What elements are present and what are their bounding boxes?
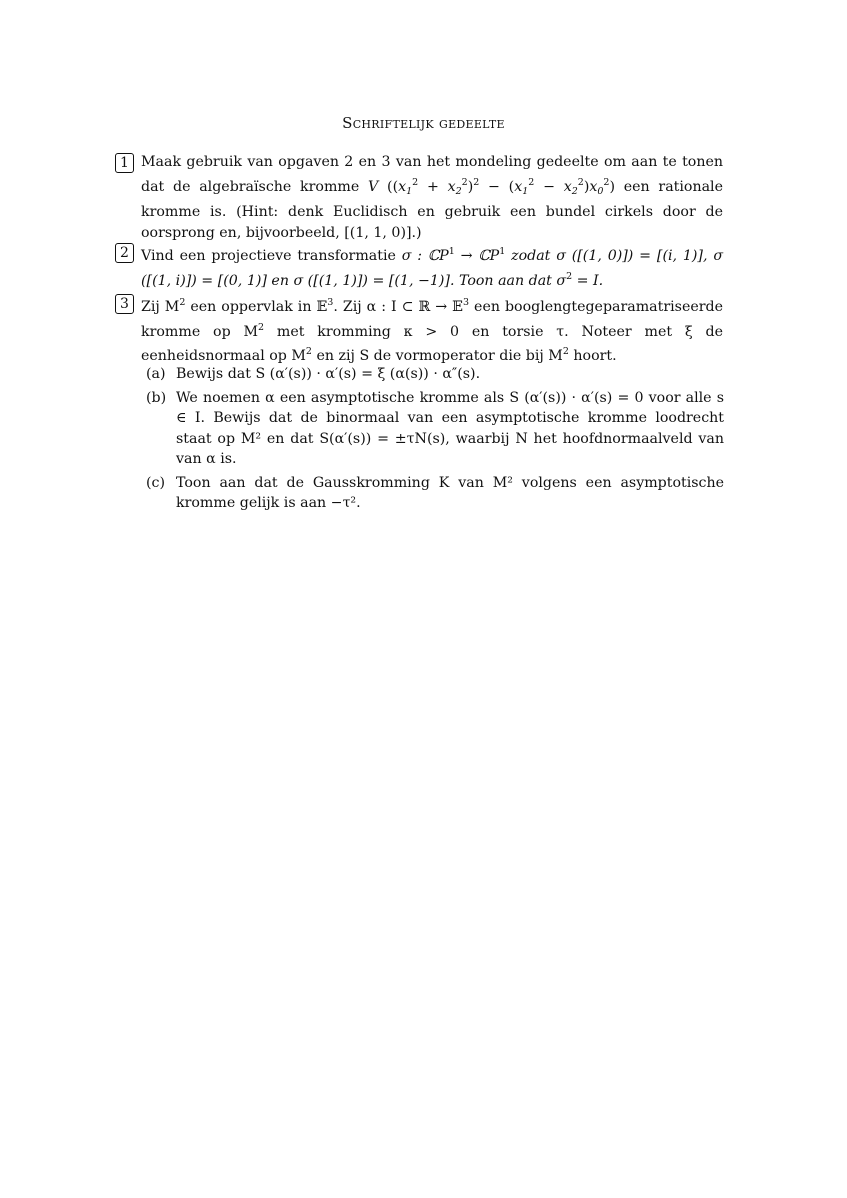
problem-3 xyxy=(115,293,723,367)
problem-number: 2 xyxy=(115,243,134,263)
subitem-text: We noemen α een asymptotische kromme als S (α′(s)) · α′(s) = 0 voor alle s ∈ I. Bewijs dat de binormaal van een asymptotische kromme loodrecht staat op M² en dat S(α′(s)) = ±τN(s), waarbij N het hoofdnormaalveld van van α is. xyxy=(176,389,724,467)
subitem-b xyxy=(146,388,724,470)
problem-2 xyxy=(115,242,723,291)
subitem-list xyxy=(146,364,724,517)
subitem-text: Bewijs dat S (α′(s)) · α′(s) = ξ (α(s)) · α″(s). xyxy=(176,366,481,382)
problem-text: Maak gebruik van opgaven 2 en 3 van het mondeling gedeelte om aan te tonen dat de algebraïsche kromme V $((x_1^2 + x_2^2)^2 - (x_1^2 - x_2^2)x_0^2)$ een rationale kromme is. (Hint: denk Euclidisch en gebruik een bundel cirkels door de oorsprong en, bijvoorbeeld, [(1, 1, 0)].) xyxy=(141,154,723,241)
curve-equation: $((x_1^2 + x_2^2)^2 - (x_1^2 - x_2^2)x_0^2)$ xyxy=(387,176,616,197)
subitem-a xyxy=(146,364,724,385)
subitem-label: (b) xyxy=(146,389,167,406)
problem-1 xyxy=(115,152,723,243)
problem-number: 1 xyxy=(115,153,134,173)
problem-text: Zij $M^2$ een oppervlak in 𝔼$^3$. Zij α : I ⊂ ℝ → 𝔼$^3$ een booglengtegeparamatriseerde kromme op $M^2$ met kromming κ > 0 en torsie τ. Noteer met ξ de eenheidsnormaal op $M^2$ en zij S de vormoperator die bij $M^2$ hoort. xyxy=(141,297,723,364)
subitem-label: (c) xyxy=(146,474,166,491)
subitem-label: (a) xyxy=(146,366,166,382)
problem-number: 3 xyxy=(115,294,134,314)
subitem-text: Toon aan dat de Gausskromming K van M² volgens een asymptotische kromme gelijk is aan −τ². xyxy=(176,474,724,511)
section-title: Schriftelijk gedeelte xyxy=(342,114,505,132)
subitem-c xyxy=(146,473,724,514)
problem-text: Vind een projectieve transformatie σ : ℂP$^1$ → ℂP$^1$ zodat σ ([(1, 0)]) = [(i, 1)], σ ([(1, i)]) = [(0, 1)] en σ ([(1, 1)]) = [(1, −1)]. Toon aan dat $\sigma^2 = I$. xyxy=(141,246,724,289)
